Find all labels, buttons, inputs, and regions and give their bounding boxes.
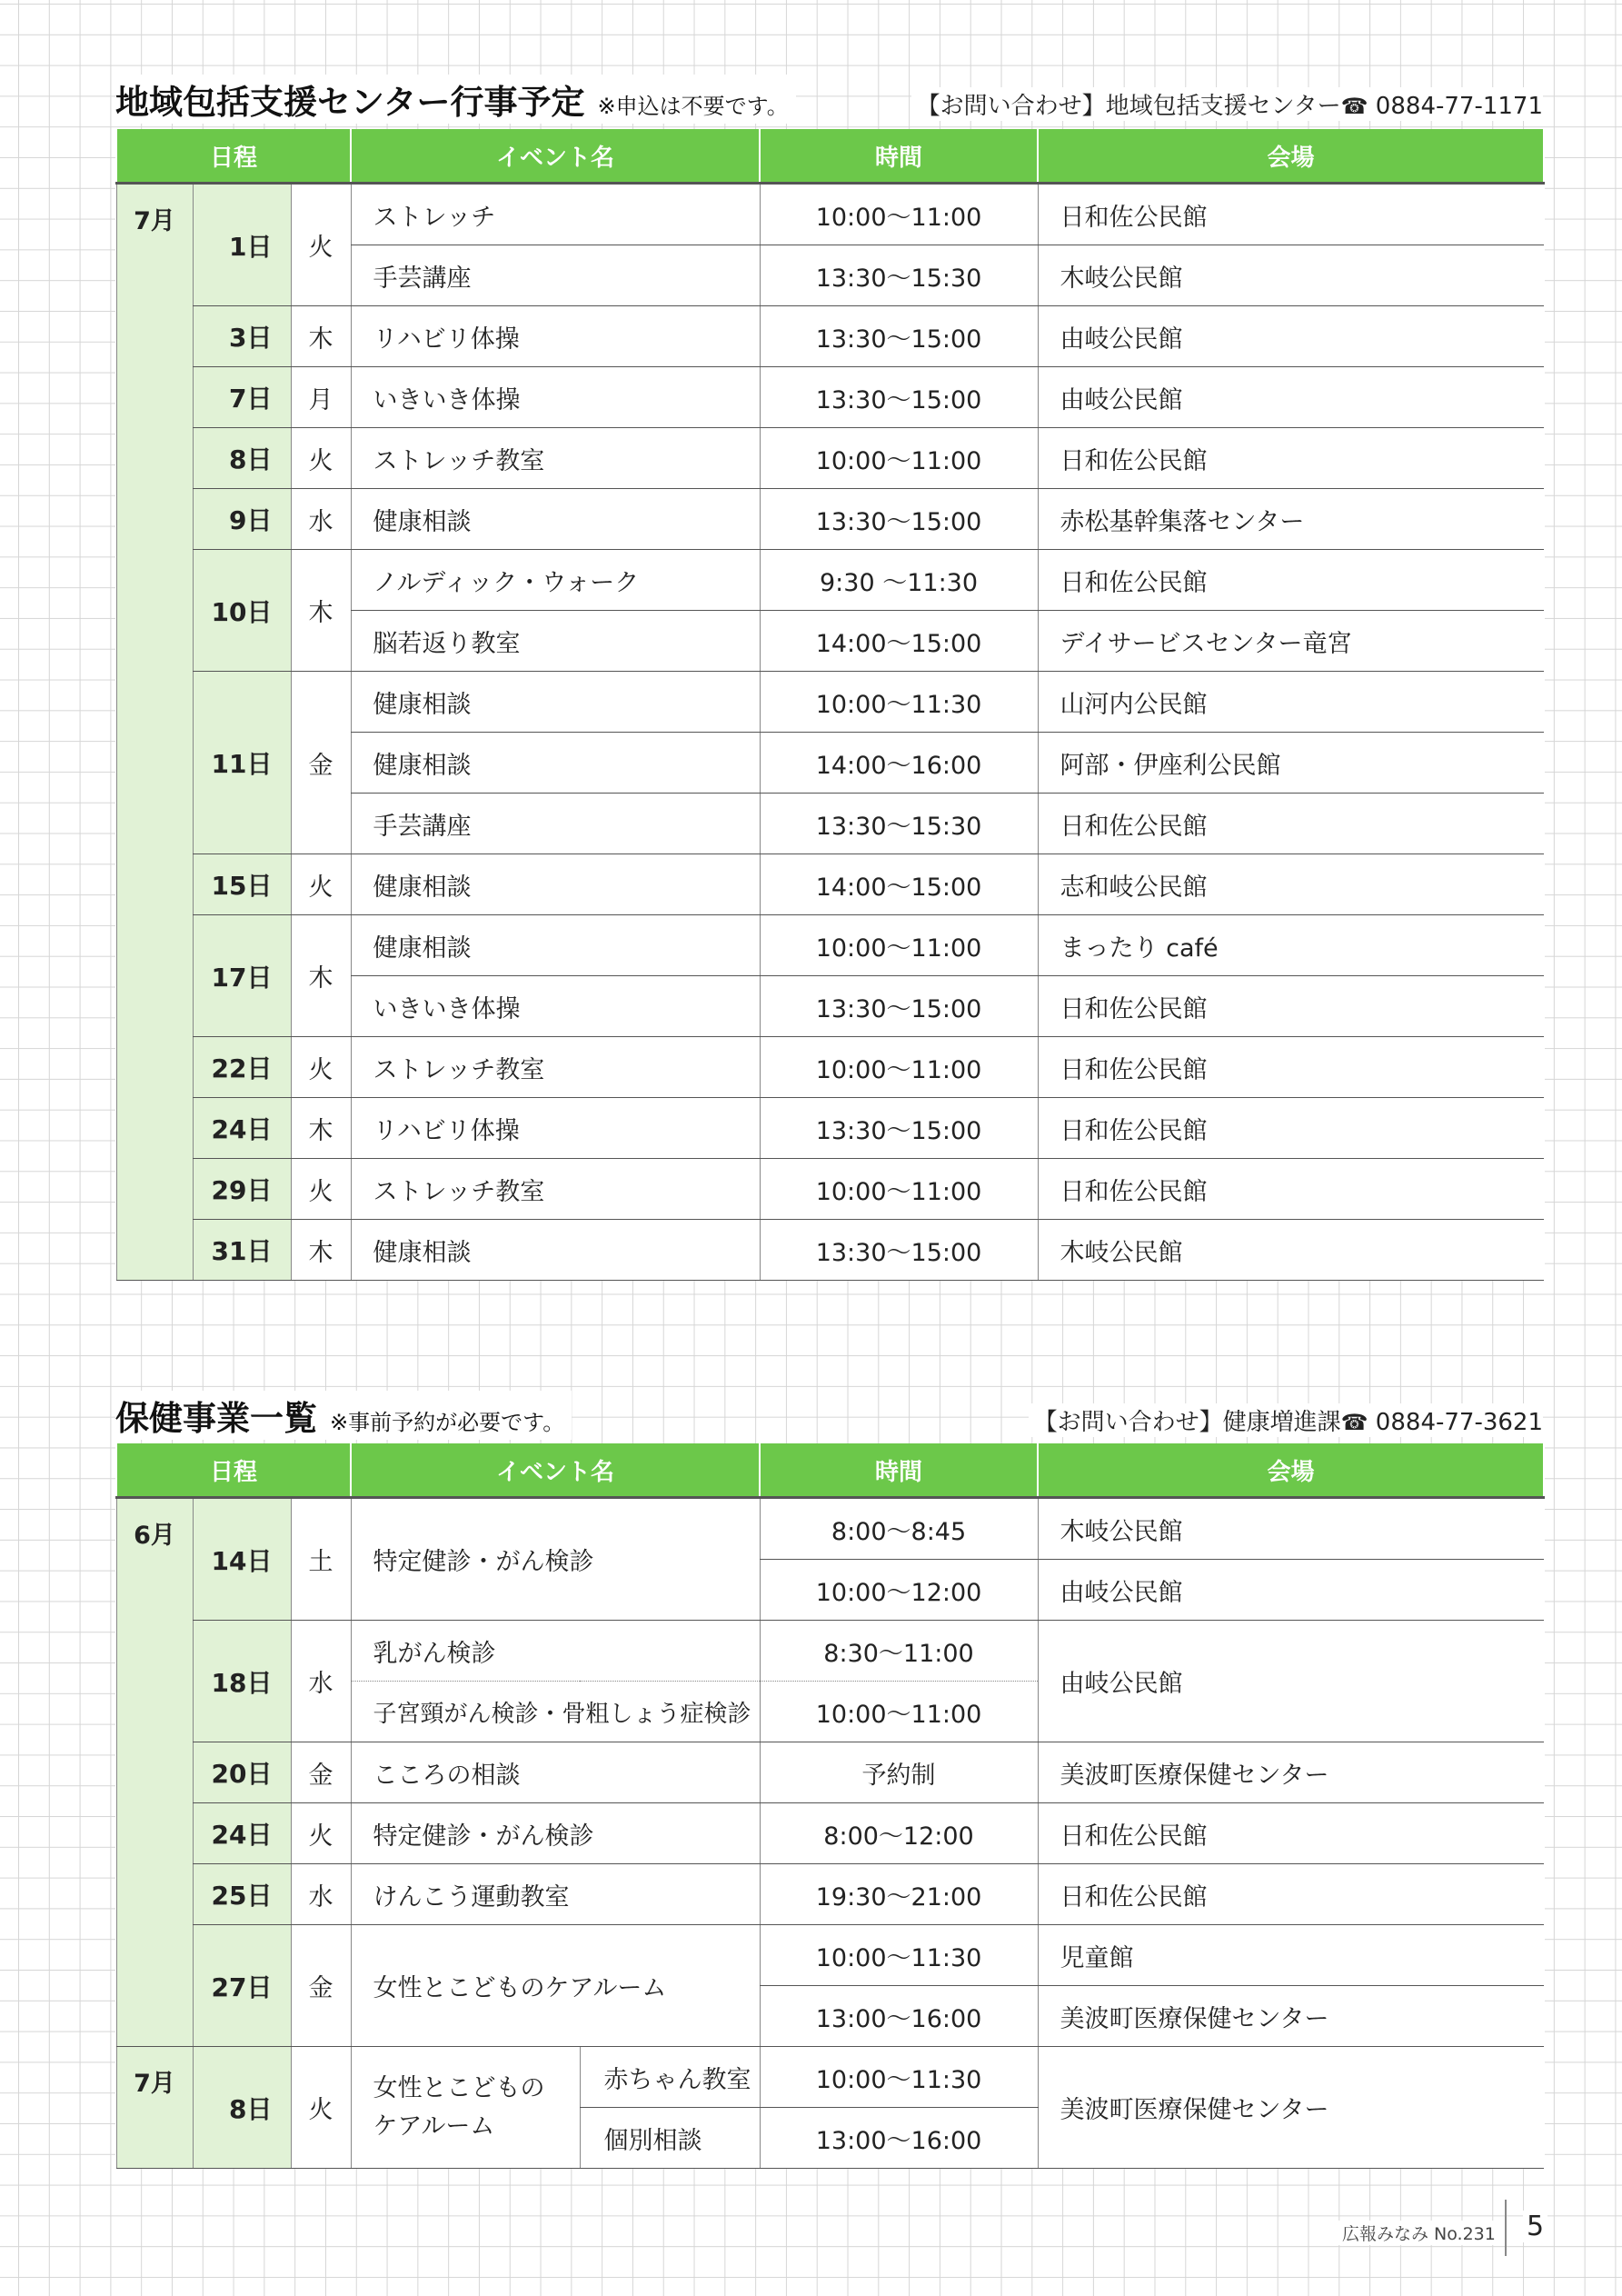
phone-icon: ☎ (1340, 94, 1368, 119)
contact-info (911, 87, 1543, 121)
table-row (116, 1220, 1544, 1281)
venue-cell: 由岐公民館 (1038, 367, 1544, 428)
time-cell: 10:00〜11:30 (760, 672, 1038, 733)
time-cell: 10:00〜11:00 (760, 184, 1038, 245)
venue-cell: 由岐公民館 (1038, 1621, 1544, 1742)
table-row (116, 672, 1544, 733)
header-venue: 会場 (1038, 1443, 1544, 1498)
header-date: 日程 (116, 129, 351, 184)
footer-divider (1505, 2200, 1507, 2256)
event-cell: 健康相談 (351, 1220, 760, 1281)
event-line-1: 女性とこどもの (373, 2073, 545, 2102)
sub-event-cell: 個別相談 (580, 2108, 760, 2169)
venue-cell: デイサービスセンター竜宮 (1038, 611, 1544, 672)
weekday-cell: 火 (291, 2047, 351, 2169)
venue-cell: 美波町医療保健センター (1038, 1986, 1544, 2047)
table-row (116, 2047, 1544, 2108)
time-cell: 10:00〜11:00 (760, 1159, 1038, 1220)
day-cell: 7日 (193, 367, 291, 428)
venue-cell: 木岐公民館 (1038, 245, 1544, 306)
venue-cell: 日和佐公民館 (1038, 550, 1544, 611)
weekday-cell: 水 (291, 1621, 351, 1742)
venue-cell: 日和佐公民館 (1038, 1803, 1544, 1864)
time-cell: 14:00〜15:00 (760, 611, 1038, 672)
event-cell: 子宮頸がん検診・骨粗しょう症検診 (351, 1682, 760, 1742)
table-row (116, 1803, 1544, 1864)
weekday-cell: 火 (291, 428, 351, 489)
table-row (116, 1742, 1544, 1803)
time-cell: 10:00〜11:00 (760, 1682, 1038, 1742)
venue-cell: 由岐公民館 (1038, 1560, 1544, 1621)
day-cell: 25日 (193, 1864, 291, 1925)
event-cell: けんこう運動教室 (351, 1864, 760, 1925)
time-cell: 13:30〜15:00 (760, 976, 1038, 1037)
time-cell: 10:00〜11:30 (760, 2047, 1038, 2108)
venue-cell: 日和佐公民館 (1038, 1159, 1544, 1220)
venue-cell: 日和佐公民館 (1038, 184, 1544, 245)
event-cell: 健康相談 (351, 854, 760, 915)
weekday-cell: 火 (291, 1159, 351, 1220)
section-note: ※申込は不要です。 (597, 94, 789, 119)
day-cell: 8日 (193, 428, 291, 489)
day-cell: 31日 (193, 1220, 291, 1281)
time-cell: 8:00〜12:00 (760, 1803, 1038, 1864)
day-cell: 1日 (193, 184, 291, 306)
time-cell: 10:00〜12:00 (760, 1560, 1038, 1621)
weekday-cell: 金 (291, 1742, 351, 1803)
event-cell: こころの相談 (351, 1742, 760, 1803)
section-title (115, 1391, 572, 1440)
weekday-cell: 水 (291, 1864, 351, 1925)
weekday-cell: 火 (291, 1037, 351, 1098)
event-cell: ノルディック・ウォーク (351, 550, 760, 611)
table-header-row (116, 129, 1544, 184)
header-venue: 会場 (1038, 129, 1544, 184)
event-cell: 健康相談 (351, 672, 760, 733)
weekday-cell: 火 (291, 184, 351, 306)
time-cell: 10:00〜11:00 (760, 1037, 1038, 1098)
time-cell: 10:00〜11:30 (760, 1925, 1038, 1986)
event-cell: いきいき体操 (351, 367, 760, 428)
table-row (116, 1159, 1544, 1220)
event-cell: 健康相談 (351, 915, 760, 976)
event-cell: ストレッチ教室 (351, 1037, 760, 1098)
weekday-cell: 木 (291, 1220, 351, 1281)
time-cell: 13:00〜16:00 (760, 1986, 1038, 2047)
weekday-cell: 月 (291, 367, 351, 428)
event-cell: 手芸講座 (351, 245, 760, 306)
venue-cell: 日和佐公民館 (1038, 1037, 1544, 1098)
section-title-text: 保健事業一覧 (115, 1399, 317, 1438)
weekday-cell: 火 (291, 1803, 351, 1864)
section-title (115, 75, 796, 124)
table-row (116, 1925, 1544, 1986)
time-cell: 19:30〜21:00 (760, 1864, 1038, 1925)
venue-cell: まったり café (1038, 915, 1544, 976)
event-cell: 脳若返り教室 (351, 611, 760, 672)
venue-cell: 日和佐公民館 (1038, 1864, 1544, 1925)
venue-cell: 美波町医療保健センター (1038, 2047, 1544, 2169)
header-date: 日程 (116, 1443, 351, 1498)
event-cell: 特定健診・がん検診 (351, 1803, 760, 1864)
table-row (116, 489, 1544, 550)
day-cell: 17日 (193, 915, 291, 1037)
month-cell: 7月 (116, 2047, 193, 2169)
time-cell: 8:30〜11:00 (760, 1621, 1038, 1682)
health-program-table (115, 1443, 1545, 2169)
venue-cell: 日和佐公民館 (1038, 1098, 1544, 1159)
day-cell: 29日 (193, 1159, 291, 1220)
time-cell: 13:30〜15:00 (760, 367, 1038, 428)
table-row (116, 1864, 1544, 1925)
table-row (116, 1621, 1544, 1682)
time-cell: 14:00〜15:00 (760, 854, 1038, 915)
header-time: 時間 (760, 129, 1038, 184)
schedule-table (115, 129, 1545, 1281)
venue-cell: 日和佐公民館 (1038, 428, 1544, 489)
contact-info (1029, 1403, 1543, 1437)
table-header-row (116, 1443, 1544, 1498)
header-time: 時間 (760, 1443, 1038, 1498)
event-cell: 健康相談 (351, 489, 760, 550)
time-cell: 10:00〜11:00 (760, 915, 1038, 976)
time-cell: 8:00〜8:45 (760, 1498, 1038, 1560)
event-cell: ストレッチ教室 (351, 1159, 760, 1220)
weekday-cell: 金 (291, 672, 351, 854)
table-row (116, 428, 1544, 489)
event-cell: 特定健診・がん検診 (351, 1498, 760, 1621)
sub-event-cell: 赤ちゃん教室 (580, 2047, 760, 2108)
time-cell: 14:00〜16:00 (760, 733, 1038, 794)
table-row (116, 306, 1544, 367)
contact-label: 【お問い合わせ】健康増進課 (1033, 1409, 1341, 1436)
table-row (116, 184, 1544, 245)
weekday-cell: 木 (291, 915, 351, 1037)
phone-number: 0884-77-3621 (1368, 1409, 1543, 1436)
day-cell: 18日 (193, 1621, 291, 1742)
time-cell: 13:30〜15:00 (760, 1220, 1038, 1281)
event-cell: 乳がん検診 (351, 1621, 760, 1682)
weekday-cell: 木 (291, 1098, 351, 1159)
day-cell: 8日 (193, 2047, 291, 2169)
time-cell: 9:30 〜11:30 (760, 550, 1038, 611)
venue-cell: 児童館 (1038, 1925, 1544, 1986)
time-cell: 13:00〜16:00 (760, 2108, 1038, 2169)
weekday-cell: 水 (291, 489, 351, 550)
day-cell: 3日 (193, 306, 291, 367)
table-row (116, 550, 1544, 611)
day-cell: 24日 (193, 1098, 291, 1159)
venue-cell: 木岐公民館 (1038, 1220, 1544, 1281)
section-note: ※事前予約が必要です。 (330, 1410, 565, 1435)
table-row (116, 915, 1544, 976)
venue-cell: 日和佐公民館 (1038, 794, 1544, 854)
weekday-cell: 土 (291, 1498, 351, 1621)
venue-cell: 由岐公民館 (1038, 306, 1544, 367)
day-cell: 20日 (193, 1742, 291, 1803)
event-cell: リハビリ体操 (351, 306, 760, 367)
weekday-cell: 火 (291, 854, 351, 915)
phone-icon: ☎ (1340, 1410, 1368, 1435)
weekday-cell: 木 (291, 550, 351, 672)
weekday-cell: 木 (291, 306, 351, 367)
venue-cell: 阿部・伊座利公民館 (1038, 733, 1544, 794)
table-row (116, 367, 1544, 428)
venue-cell: 日和佐公民館 (1038, 976, 1544, 1037)
event-cell: ストレッチ教室 (351, 428, 760, 489)
month-cell: 7月 (116, 184, 193, 1281)
header-event: イベント名 (351, 1443, 760, 1498)
table-row (116, 1098, 1544, 1159)
time-cell: 13:30〜15:30 (760, 794, 1038, 854)
day-cell: 14日 (193, 1498, 291, 1621)
contact-label: 【お問い合わせ】地域包括支援センター (916, 93, 1341, 120)
time-cell: 13:30〜15:00 (760, 489, 1038, 550)
table-row (116, 854, 1544, 915)
day-cell: 10日 (193, 550, 291, 672)
header-event: イベント名 (351, 129, 760, 184)
event-cell: 健康相談 (351, 733, 760, 794)
time-cell: 10:00〜11:00 (760, 428, 1038, 489)
table-row (116, 1498, 1544, 1560)
publication-name: 広報みなみ No.231 (1338, 2221, 1499, 2245)
day-cell: 15日 (193, 854, 291, 915)
day-cell: 22日 (193, 1037, 291, 1098)
weekday-cell: 金 (291, 1925, 351, 2047)
day-cell: 11日 (193, 672, 291, 854)
time-cell: 13:30〜15:00 (760, 1098, 1038, 1159)
venue-cell: 木岐公民館 (1038, 1498, 1544, 1560)
month-cell: 6月 (116, 1498, 193, 2047)
event-cell: 手芸講座 (351, 794, 760, 854)
time-cell: 予約制 (760, 1742, 1038, 1803)
event-cell: いきいき体操 (351, 976, 760, 1037)
event-cell: 女性とこどものケアルーム (351, 1925, 760, 2047)
phone-number: 0884-77-1171 (1368, 93, 1543, 120)
event-cell: ストレッチ (351, 184, 760, 245)
venue-cell: 美波町医療保健センター (1038, 1742, 1544, 1803)
day-cell: 24日 (193, 1803, 291, 1864)
table-row (116, 1037, 1544, 1098)
event-line-2: ケアルーム (373, 2111, 495, 2141)
time-cell: 13:30〜15:00 (760, 306, 1038, 367)
venue-cell: 赤松基幹集落センター (1038, 489, 1544, 550)
venue-cell: 山河内公民館 (1038, 672, 1544, 733)
event-cell (351, 2047, 580, 2169)
section-title-text: 地域包括支援センター行事予定 (115, 83, 585, 122)
day-cell: 9日 (193, 489, 291, 550)
event-cell: リハビリ体操 (351, 1098, 760, 1159)
venue-cell: 志和岐公民館 (1038, 854, 1544, 915)
day-cell: 27日 (193, 1925, 291, 2047)
time-cell: 13:30〜15:30 (760, 245, 1038, 306)
page-number: 5 (1523, 2211, 1547, 2242)
